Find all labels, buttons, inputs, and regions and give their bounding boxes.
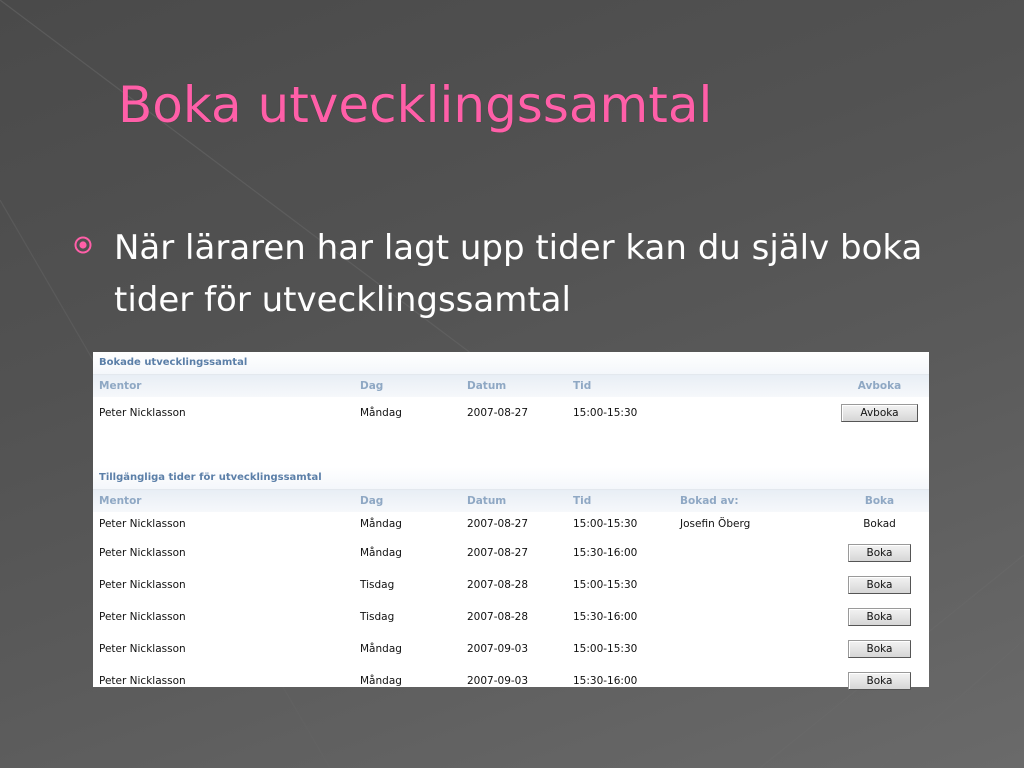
time-cell: 15:00-15:30 [573,643,638,655]
available-section-title: Tillgängliga tider för utvecklingssamtal [93,467,929,490]
booked-by-cell [680,633,830,665]
header-cancel: Avboka [857,380,902,392]
booked-by-cell [680,537,830,569]
date-cell: 2007-08-28 [467,611,529,623]
mentor-cell: Peter Nicklasson [99,547,186,559]
header-time: Tid [573,380,592,392]
mentor-cell: Peter Nicklasson [99,675,186,687]
book-cell [830,537,929,569]
day-cell: Måndag [360,407,402,419]
section-spacer [93,429,929,467]
time-cell: 15:30-16:00 [573,611,638,623]
empty-cell [680,397,830,429]
time-cell: 15:30-16:00 [573,675,638,687]
day-cell: Måndag [360,518,402,530]
table-row [93,537,929,569]
table-row [93,665,929,697]
book-cell [830,601,929,633]
book-button[interactable]: Boka [848,544,912,562]
header-date: Datum [467,495,507,507]
table-row [93,633,929,665]
table-row [93,397,929,429]
header-mentor: Mentor [99,495,142,507]
day-cell: Måndag [360,547,402,559]
date-cell: 2007-09-03 [467,643,529,655]
book-button[interactable]: Boka [848,576,912,594]
booked-by-cell: Josefin Öberg [680,518,751,530]
bullet-text: När läraren har lagt upp tider kan du själv boka tider för utvecklingssamtal [114,228,923,320]
header-day: Dag [360,495,384,507]
book-button[interactable]: Boka [848,640,912,658]
target-bullet-icon [74,236,92,254]
book-button[interactable]: Boka [848,608,912,626]
mentor-cell: Peter Nicklasson [99,518,186,530]
date-cell: 2007-08-28 [467,579,529,591]
time-cell: 15:30-16:00 [573,547,638,559]
date-cell: 2007-08-27 [467,518,529,530]
mentor-cell: Peter Nicklasson [99,611,186,623]
date-cell: 2007-09-03 [467,675,529,687]
header-day: Dag [360,380,384,392]
table-row [93,601,929,633]
booked-table-header [93,375,929,397]
header-time: Tid [573,495,592,507]
book-cell [830,665,929,697]
time-cell: 15:00-15:30 [573,518,638,530]
date-cell: 2007-08-27 [467,407,529,419]
mentor-cell: Peter Nicklasson [99,407,186,419]
mentor-cell: Peter Nicklasson [99,579,186,591]
cancel-cell [830,397,929,429]
booking-screenshot [93,352,929,687]
table-row [93,512,929,537]
time-cell: 15:00-15:30 [573,579,638,591]
time-cell: 15:00-15:30 [573,407,638,419]
bullet-item [74,222,934,326]
header-date: Datum [467,380,507,392]
book-cell [830,569,929,601]
book-button[interactable]: Boka [848,672,912,690]
day-cell: Tisdag [360,579,395,591]
date-cell: 2007-08-27 [467,547,529,559]
mentor-cell: Peter Nicklasson [99,643,186,655]
header-booked-by: Bokad av: [680,495,739,507]
cancel-button[interactable]: Avboka [841,404,917,422]
header-mentor: Mentor [99,380,142,392]
available-table-header [93,490,929,512]
day-cell: Måndag [360,643,402,655]
booked-section-title: Bokade utvecklingssamtal [93,352,929,375]
table-row [93,569,929,601]
booked-by-cell [680,665,830,697]
booked-by-cell [680,569,830,601]
slide-title: Boka utvecklingssamtal [118,76,713,134]
header-book: Boka [864,495,895,507]
day-cell: Måndag [360,675,402,687]
header-empty [680,375,830,397]
day-cell: Tisdag [360,611,395,623]
booked-status: Bokad [863,518,896,530]
booked-by-cell [680,601,830,633]
book-cell [830,633,929,665]
